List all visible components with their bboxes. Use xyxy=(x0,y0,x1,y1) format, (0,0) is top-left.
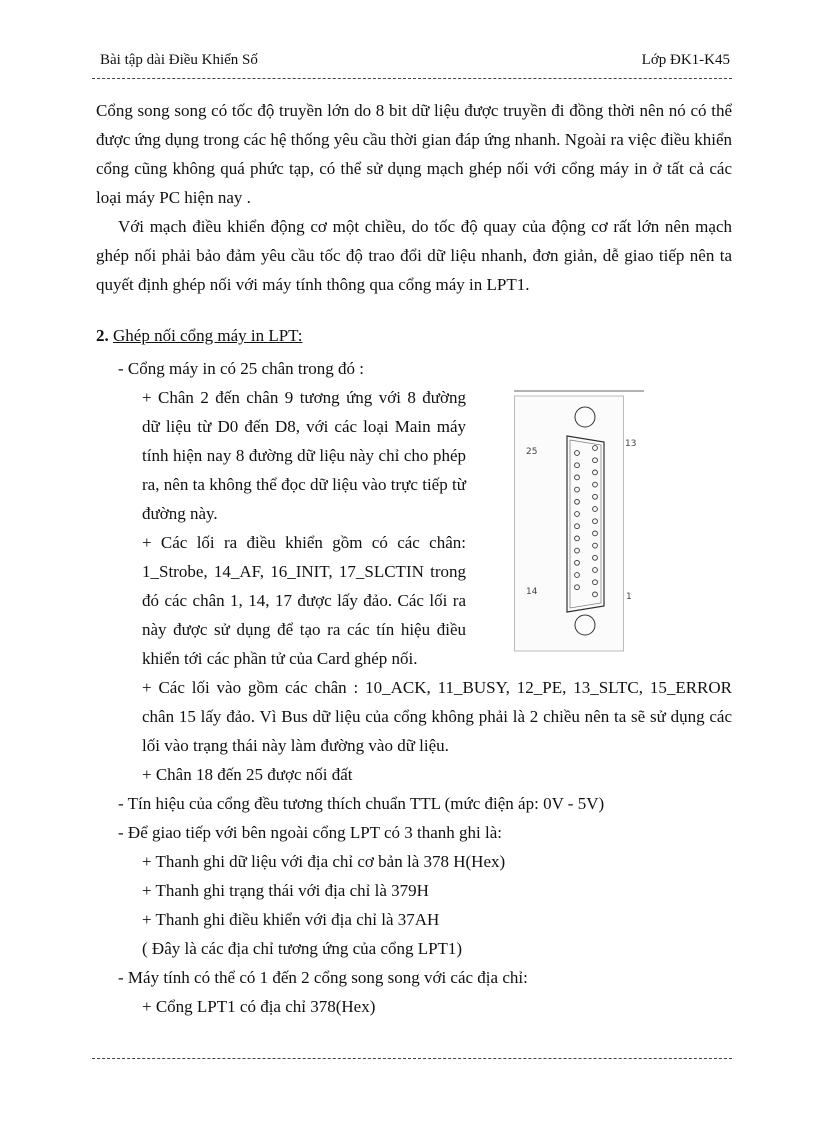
pin-label-14: 14 xyxy=(526,587,538,597)
paragraph-2: Với mạch điều khiển động cơ một chiều, do tốc độ quay của động cơ rất lớn nên mạch ghép nối phải bảo đảm yêu cầu tốc độ trao đổi dữ liệu nhanh, đơn giản, dễ giao tiếp nên ta quyết định ghép nối với máy tính thông qua cổng máy in LPT1. xyxy=(96,217,732,294)
footer-rule xyxy=(92,1058,732,1059)
section-heading xyxy=(96,321,732,350)
figure-wrap-text xyxy=(96,383,466,673)
list-item: - Để giao tiếp với bên ngoài cổng LPT có 3 thanh ghi là: xyxy=(118,823,503,842)
list-item: + Các lối vào gồm các chân : 10_ACK, 11_BUSY, 12_PE, 13_SLTC, 15_ERROR chân 15 lấy đảo. Vì Bus dữ liệu của cổng không phải là 2 chiều nên ta sẽ sử dụng các lối vào trạng thái này làm đường vào dữ liệu. xyxy=(142,678,732,755)
list-item: + Thanh ghi trạng thái với địa chỉ là 379H xyxy=(142,881,429,900)
pin-label-25: 25 xyxy=(526,447,538,457)
pin-label-1: 1 xyxy=(626,592,632,602)
list-item: ( Đây là các địa chỉ tương ứng của cổng LPT1) xyxy=(142,939,463,958)
db25-connector-diagram xyxy=(514,390,644,652)
list-item: + Thanh ghi điều khiển với địa chỉ là 37AH xyxy=(142,910,440,929)
section-title: Ghép nối cổng máy in LPT: xyxy=(113,326,303,345)
list-item: - Cổng máy in có 25 chân trong đó : xyxy=(118,359,364,378)
list-item: + Cổng LPT1 có địa chỉ 378(Hex) xyxy=(142,997,376,1016)
page-header xyxy=(100,52,730,69)
section-number: 2. xyxy=(96,326,109,345)
header-rule xyxy=(92,78,732,79)
list-item: + Chân 18 đến 25 được nối đất xyxy=(142,765,353,784)
list-item: + Thanh ghi dữ liệu với địa chỉ cơ bản là 378 H(Hex) xyxy=(142,852,506,871)
list-item: - Tín hiệu của cổng đều tương thích chuẩn TTL (mức điện áp: 0V - 5V) xyxy=(118,794,605,813)
list-item: + Các lối ra điều khiển gồm có các chân: 1_Strobe, 14_AF, 16_INIT, 17_SLCTIN trong đó các chân 1, 14, 17 được lấy đảo. Các lối ra này được sử dụng để tạo ra các tín hiệu điều khiển tới các phần tử của Card ghép nối. xyxy=(142,533,466,668)
list-item: - Máy tính có thể có 1 đến 2 cổng song song với các địa chỉ: xyxy=(118,968,528,987)
paragraph-1: Cổng song song có tốc độ truyền lớn do 8 bit dữ liệu được truyền đi đồng thời nên nó có thể được ứng dụng trong các hệ thống yêu cầu thời gian đáp ứng nhanh. Ngoài ra việc điều khiển cổng cũng không quá phức tạp, có thể sử dụng mạch ghép nối với cổng máy in ở tất cả các loại máy PC hiện nay . xyxy=(96,101,732,207)
figure-frame xyxy=(515,396,624,651)
header-left: Bài tập dài Điều Khiển Số xyxy=(100,52,258,68)
pin-label-13: 13 xyxy=(625,439,637,449)
list-item: + Chân 2 đến chân 9 tương ứng với 8 đường dữ liệu từ D0 đến D8, với các loại Main máy tính hiện nay 8 đường dữ liệu này chỉ cho phép ra, nên ta không thể đọc dữ liệu vào trực tiếp từ đường này. xyxy=(142,388,466,523)
db25-connector-figure xyxy=(514,390,644,652)
header-right: Lớp ĐK1-K45 xyxy=(641,52,730,68)
